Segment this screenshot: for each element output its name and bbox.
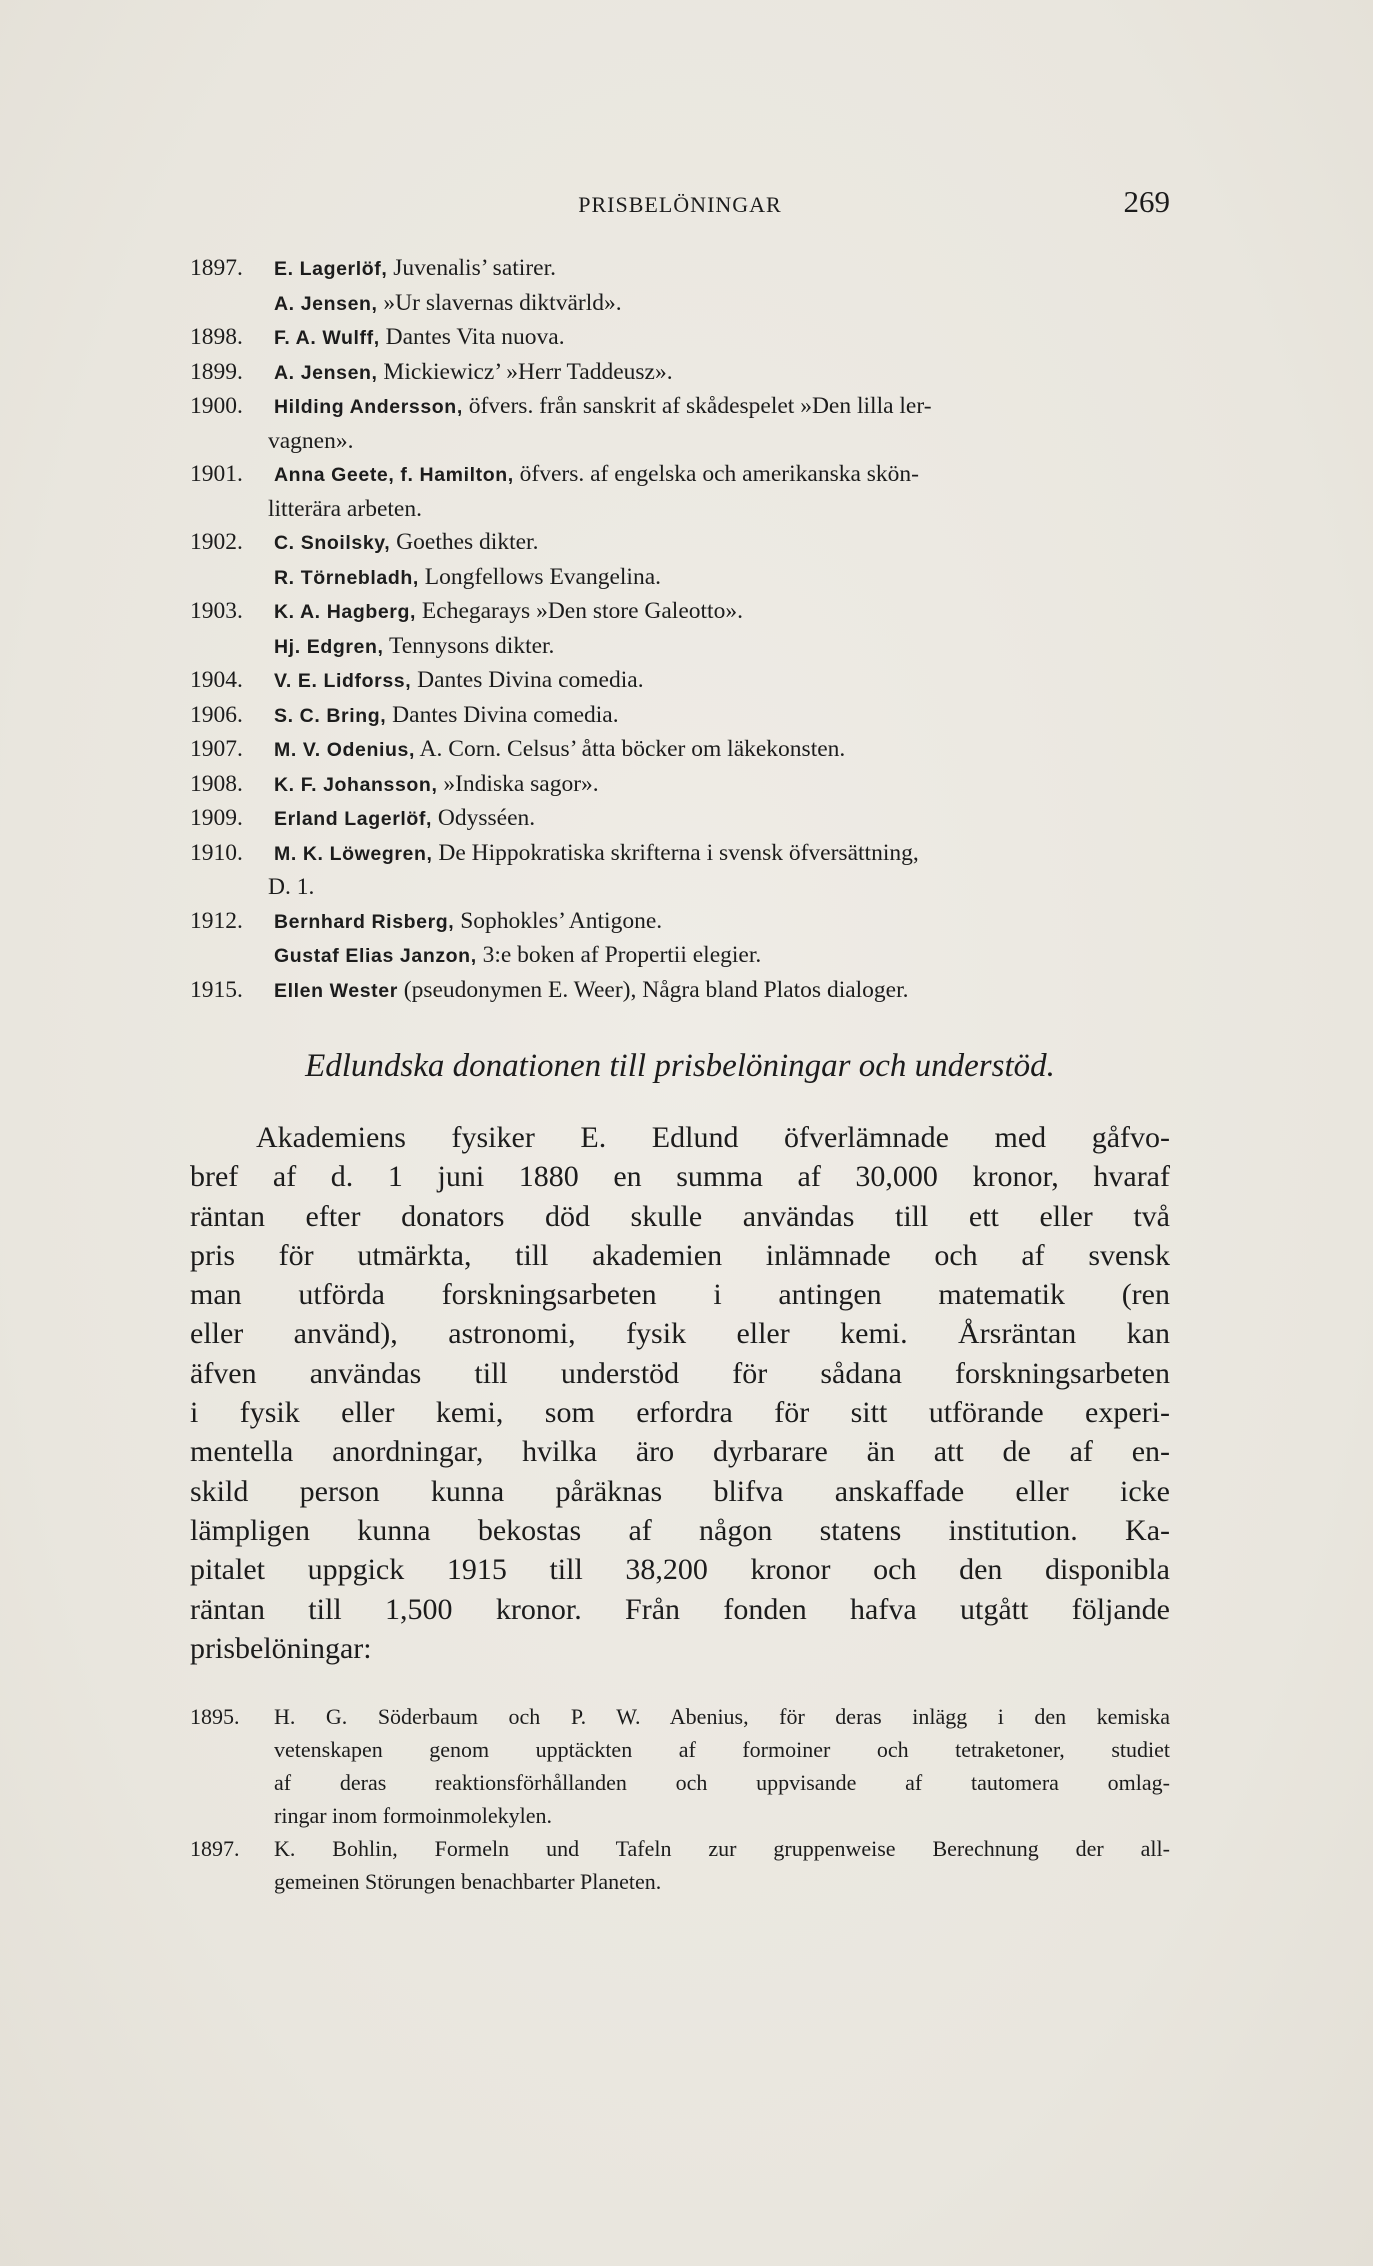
- entry-text: [274, 526, 1170, 561]
- entry-author: Ellen Wester: [274, 979, 398, 1002]
- entry-text: [274, 733, 1170, 768]
- paragraph-line: man utförda forskningsarbeten i antingen matematik (ren: [190, 1278, 1170, 1312]
- prize-line: gemeinen Störungen benachbarter Planeten.: [274, 1869, 662, 1894]
- paragraph-line: lämpligen kunna bekostas af någon statens institution. Ka-: [190, 1513, 1170, 1547]
- entry-line: A. Jensen, »Ur slavernas diktvärld».: [274, 289, 622, 316]
- entry-line: Hilding Andersson, öfvers. från sanskrit af skådespelet »Den lilla ler-: [274, 393, 932, 419]
- paragraph-line: räntan till 1,500 kronor. Från fonden hafva utgått följande: [190, 1592, 1170, 1626]
- entry-line: C. Snoilsky, Goethes dikter.: [274, 529, 539, 555]
- entry-text: [274, 939, 1170, 974]
- entry-line: A. Jensen, Mickiewicz’ »Herr Taddeusz».: [274, 358, 673, 385]
- list-item: [190, 699, 1170, 734]
- entry-author: K. A. Hagberg,: [274, 601, 417, 623]
- paragraph-line: prisbelöningar:: [190, 1631, 372, 1665]
- prize-line: ringar inom formoinmolekylen.: [274, 1803, 552, 1828]
- entry-text: [268, 390, 1170, 458]
- prize-year: 1897.: [190, 1836, 240, 1861]
- paragraph-line: bref af d. 1 juni 1880 en summa af 30,000 kronor, hvaraf: [190, 1160, 1170, 1194]
- entry-author: Bernhard Risberg,: [274, 910, 455, 933]
- list-item: [190, 664, 1170, 699]
- prize-line: H. G. Söderbaum och P. W. Abenius, för deras inlägg i den kemiska: [274, 1704, 1170, 1729]
- list-item: [190, 1700, 1170, 1832]
- paragraph-line: Akademiens fysiker E. Edlund öfverlämnade med gåfvo-: [256, 1121, 1170, 1154]
- list-item: [190, 321, 1170, 356]
- entry-year: 1899.: [190, 358, 243, 385]
- entry-line: Bernhard Risberg, Sophokles’ Antigone.: [274, 907, 663, 934]
- entry-line: Anna Geete, f. Hamilton, öfvers. af engelska och amerikanska skön-: [274, 461, 919, 487]
- paragraph-line: i fysik eller kemi, som erfordra för sitt utförande experi-: [190, 1396, 1170, 1430]
- entry-line: E. Lagerlöf, Juvenalis’ satirer.: [274, 255, 556, 281]
- list-item: [190, 733, 1170, 768]
- entry-author: Erland Lagerlöf,: [274, 808, 433, 830]
- paragraph-line: pitalet uppgick 1915 till 38,200 kronor och den disponibla: [190, 1553, 1170, 1587]
- entry-text: [274, 768, 1170, 803]
- entry-year: 1898.: [190, 324, 243, 350]
- entry-line: M. K. Löwegren, De Hippokratiska skrifterna i svensk öfversättning,: [274, 839, 919, 866]
- entry-line: Erland Lagerlöf, Odysséen.: [274, 805, 536, 831]
- entry-author: A. Jensen,: [274, 361, 378, 384]
- entry-text: [274, 561, 1170, 596]
- list-item: [190, 939, 1170, 974]
- page-number: 269: [1123, 184, 1170, 219]
- entry-year: 1901.: [190, 461, 243, 487]
- paragraph-line: äfven användas till understöd för sådana forskningsarbeten: [190, 1356, 1170, 1390]
- section-title: Edlundska donationen till prisbelöningar och understöd.: [305, 1048, 1055, 1084]
- entry-line: F. A. Wulff, Dantes Vita nuova.: [274, 324, 565, 350]
- entry-year: [190, 939, 274, 974]
- entry-line: K. F. Johansson, »Indiska sagor».: [274, 770, 599, 797]
- list-item: [190, 458, 1170, 526]
- entry-year: 1910.: [190, 839, 243, 866]
- list-item: [190, 1832, 1170, 1898]
- entry-text: [274, 595, 1170, 630]
- list-item: [190, 287, 1170, 322]
- entry-text: [274, 802, 1170, 837]
- entry-author: V. E. Lidforss,: [274, 670, 412, 692]
- entry-year: 1906.: [190, 701, 243, 728]
- entry-year: [190, 630, 274, 665]
- entry-line: vagnen».: [268, 427, 354, 454]
- entry-year: 1903.: [190, 598, 243, 624]
- entry-author: M. K. Löwegren,: [274, 842, 433, 865]
- entry-author: E. Lagerlöf,: [274, 258, 388, 280]
- entry-text: [274, 905, 1170, 940]
- prize-line: vetenskapen genom upptäckten af formoiner och tetraketoner, studiet: [274, 1737, 1170, 1762]
- entry-year: 1907.: [190, 736, 243, 762]
- entry-year: 1915.: [190, 976, 243, 1003]
- entry-text: [274, 699, 1170, 734]
- page-header: [190, 180, 1170, 230]
- list-item: [190, 356, 1170, 391]
- paragraph-line: eller använd), astronomi, fysik eller kemi. Årsräntan kan: [190, 1317, 1170, 1351]
- list-item: [190, 974, 1170, 1009]
- list-item: [190, 802, 1170, 837]
- paragraph-line: pris för utmärkta, till akademien inlämnade och af svensk: [190, 1238, 1170, 1272]
- entry-year: [190, 561, 274, 596]
- entry-line: D. 1.: [268, 874, 315, 900]
- translation-prize-list: [190, 252, 1170, 1008]
- entry-text: [274, 287, 1170, 322]
- list-item: [190, 837, 1170, 905]
- entry-text: [274, 356, 1170, 391]
- entry-author: Hj. Edgren,: [274, 635, 384, 658]
- paragraph-line: räntan efter donators död skulle användas till ett eller två: [190, 1199, 1170, 1233]
- list-item: [190, 630, 1170, 665]
- entry-text: [274, 252, 1170, 287]
- prize-line: K. Bohlin, Formeln und Tafeln zur gruppenweise Berechnung der all-: [274, 1836, 1170, 1861]
- entry-year: 1902.: [190, 529, 243, 555]
- entry-year: 1904.: [190, 667, 243, 693]
- entry-text: [274, 974, 1170, 1009]
- list-item: [190, 768, 1170, 803]
- list-item: [190, 595, 1170, 630]
- entry-year: 1900.: [190, 393, 243, 419]
- list-item: [190, 526, 1170, 561]
- entry-author: C. Snoilsky,: [274, 532, 391, 554]
- entry-author: K. F. Johansson,: [274, 773, 438, 796]
- paragraph-line: skild person kunna påräknas blifva anskaffade eller icke: [190, 1474, 1170, 1508]
- entry-line: Gustaf Elias Janzon, 3:e boken af Propertii elegier.: [274, 942, 762, 968]
- prize-year: 1895.: [190, 1704, 240, 1729]
- entry-line: M. V. Odenius, A. Corn. Celsus’ åtta böcker om läkekonsten.: [274, 736, 846, 762]
- entry-author: F. A. Wulff,: [274, 327, 380, 349]
- list-item: [190, 905, 1170, 940]
- entry-text: [268, 837, 1170, 905]
- entry-author: Gustaf Elias Janzon,: [274, 945, 477, 967]
- entry-year: 1908.: [190, 770, 243, 797]
- entry-author: A. Jensen,: [274, 292, 378, 315]
- entry-line: K. A. Hagberg, Echegarays »Den store Galeotto».: [274, 598, 743, 624]
- entry-line: R. Törnebladh, Longfellows Evangelina.: [274, 563, 662, 590]
- list-item: [190, 561, 1170, 596]
- entry-text: [274, 321, 1170, 356]
- entry-line: S. C. Bring, Dantes Divina comedia.: [274, 701, 619, 728]
- entry-line: litterära arbeten.: [268, 495, 422, 522]
- list-item: [190, 252, 1170, 287]
- entry-text: [268, 458, 1170, 526]
- body-paragraph: [190, 1118, 1170, 1668]
- entry-year: 1897.: [190, 255, 243, 281]
- prize-line: af deras reaktionsförhållanden och uppvisande af tautomera omlag-: [274, 1770, 1170, 1795]
- entry-author: Hilding Andersson,: [274, 396, 463, 418]
- prize-list: [190, 1700, 1170, 1898]
- entry-text: [274, 664, 1170, 699]
- entry-author: M. V. Odenius,: [274, 739, 415, 761]
- entry-line: Ellen Wester (pseudonymen E. Weer), Några bland Platos dialoger.: [274, 976, 909, 1003]
- entry-line: Hj. Edgren, Tennysons dikter.: [274, 632, 555, 659]
- paragraph-line: mentella anordningar, hvilka äro dyrbarare än att de af en-: [190, 1435, 1170, 1469]
- list-item: [190, 390, 1170, 458]
- entry-author: R. Törnebladh,: [274, 566, 419, 589]
- entry-year: 1912.: [190, 907, 243, 934]
- entry-author: Anna Geete, f. Hamilton,: [274, 464, 514, 486]
- entry-year: 1909.: [190, 805, 243, 831]
- entry-text: [274, 630, 1170, 665]
- entry-year: [190, 287, 274, 322]
- prize-text: [274, 1832, 1170, 1898]
- running-title: PRISBELÖNINGAR: [578, 192, 782, 217]
- entry-line: V. E. Lidforss, Dantes Divina comedia.: [274, 667, 644, 693]
- prize-text: [274, 1700, 1170, 1832]
- entry-author: S. C. Bring,: [274, 704, 387, 727]
